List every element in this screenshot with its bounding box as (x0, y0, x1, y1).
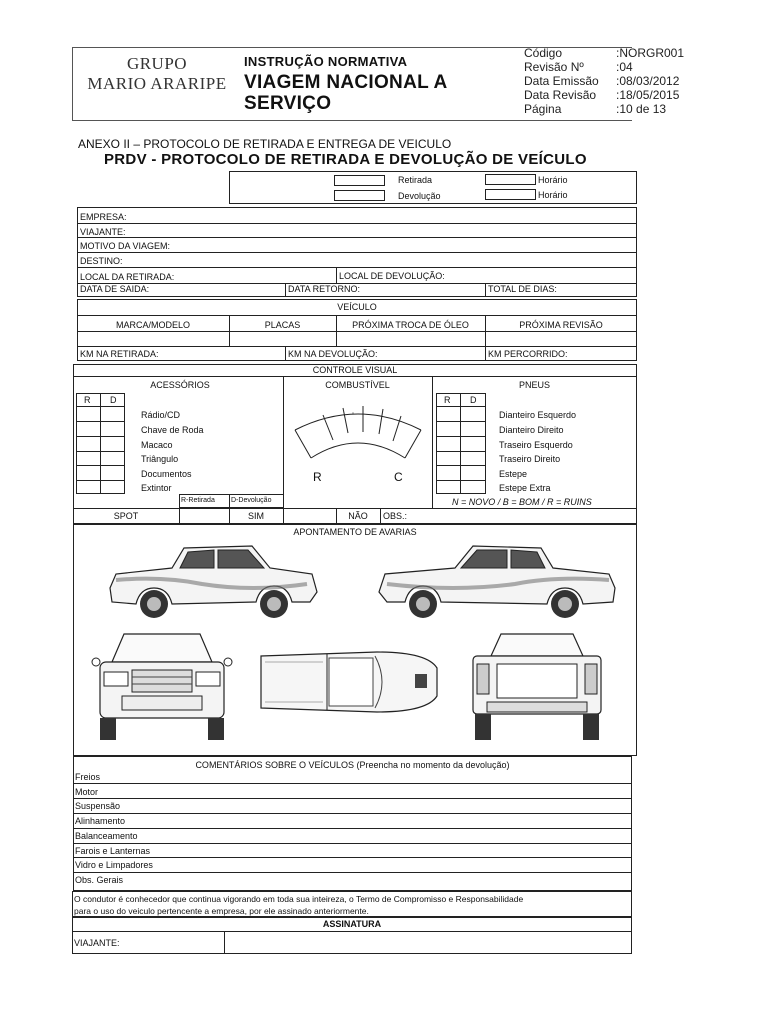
doc-title-line-2: SERVIÇO (244, 93, 332, 114)
accessory-item: Documentos (141, 469, 192, 479)
km-percorrido-field[interactable]: KM PERCORRIDO: (488, 349, 568, 359)
comment-motor[interactable]: Motor (75, 787, 99, 797)
km-retirada-field[interactable]: KM NA RETIRADA: (80, 349, 159, 359)
placas-header: PLACAS (264, 320, 301, 330)
horario-devolucao-field[interactable] (485, 189, 536, 200)
truck-front-view-icon[interactable] (92, 630, 232, 742)
brand-line-1: GRUPO (126, 54, 188, 73)
truck-top-view-icon[interactable] (257, 648, 441, 716)
brand-line-2: MARIO ARARIPE (87, 74, 227, 93)
truck-left-side-icon[interactable] (102, 540, 322, 620)
truck-rear-view-icon[interactable] (467, 630, 607, 742)
accessories-title: ACESSÓRIOS (150, 380, 210, 390)
meta-label: Revisão Nº (524, 60, 584, 74)
visual-control-title: CONTROLE VISUAL (312, 365, 398, 375)
comment-freios[interactable]: Freios (75, 772, 101, 782)
meta-value: :18/05/2015 (616, 88, 680, 102)
data-retorno-field[interactable]: DATA RETORNO: (288, 284, 361, 294)
tire-r-header: R (444, 395, 451, 405)
retirada-checkbox[interactable] (334, 175, 385, 186)
proxima-revisao-header: PRÓXIMA REVISÃO (519, 320, 603, 330)
total-dias-field[interactable]: TOTAL DE DIAS: (488, 284, 557, 294)
data-saida-field[interactable]: DATA DE SAIDA: (80, 284, 150, 294)
obs-field[interactable]: OBS.: (383, 511, 408, 521)
vehicle-title: VEÍCULO (337, 302, 377, 312)
accessory-item: Macaco (141, 440, 173, 450)
horario-label: Horário (538, 175, 568, 185)
nao-option[interactable]: NÃO (348, 511, 368, 521)
retirada-label: Retirada (398, 175, 433, 185)
viajante-field[interactable]: VIAJANTE: (80, 227, 126, 237)
tire-item: Dianteiro Esquerdo (499, 410, 577, 420)
accessory-d-header: D (110, 395, 117, 405)
annex-title: ANEXO II – PROTOCOLO DE RETIRADA E ENTREGA DE VEICULO (78, 137, 452, 151)
document-meta-values (616, 46, 684, 116)
local-devolucao-field[interactable]: LOCAL DE DEVOLUÇÃO: (339, 271, 445, 281)
empresa-field[interactable]: EMPRESA: (80, 212, 127, 222)
truck-right-side-icon[interactable] (375, 540, 623, 620)
tire-d-header: D (470, 395, 477, 405)
tire-item: Traseiro Esquerdo (499, 440, 573, 450)
devolucao-label: Devolução (398, 191, 441, 201)
damage-title: APONTAMENTO DE AVARIAS (293, 527, 417, 537)
comment-suspensao[interactable]: Suspensão (75, 801, 121, 811)
meta-value: :08/03/2012 (616, 74, 680, 88)
destino-field[interactable]: DESTINO: (80, 256, 123, 266)
fuel-gauge-icon (283, 393, 432, 503)
meta-label: Código (524, 46, 563, 60)
tires-checkgrid (436, 393, 486, 494)
devolucao-checkbox[interactable] (334, 190, 385, 201)
signature-viajante-label: VIAJANTE: (74, 938, 120, 948)
comment-vidros[interactable]: Vidro e Limpadores (75, 860, 153, 870)
disclaimer-line-2: para o uso do veiculo pertencente a empresa, por ele assinado anteriormente. (74, 906, 369, 916)
meta-value: :10 de 13 (616, 102, 667, 116)
signature-title: ASSINATURA (322, 919, 382, 929)
doc-type: INSTRUÇÃO NORMATIVA (244, 54, 408, 69)
comment-alinhamento[interactable]: Alinhamento (75, 816, 126, 826)
troca-oleo-header: PRÓXIMA TROCA DE ÓLEO (352, 320, 469, 330)
meta-label: Data Revisão (524, 88, 597, 102)
comment-balanceamento[interactable]: Balanceamento (75, 831, 138, 841)
comments-title: COMENTÁRIOS SOBRE O VEÍCULOS (Preencha no momento da devolução) (195, 760, 510, 770)
meta-label: Página (524, 102, 562, 116)
km-devolucao-field[interactable]: KM NA DEVOLUÇÃO: (288, 349, 378, 359)
legend-devolucao: D-Devolução (231, 497, 272, 504)
gauge-r-label: R (313, 470, 322, 484)
motivo-field[interactable]: MOTIVO DA VIAGEM: (80, 241, 171, 251)
local-retirada-field[interactable]: LOCAL DA RETIRADA: (80, 272, 175, 282)
marca-modelo-header: MARCA/MODELO (115, 320, 190, 330)
comment-farois[interactable]: Farois e Lanternas (75, 846, 151, 856)
accessory-item: Rádio/CD (141, 410, 181, 420)
accessory-r-header: R (84, 395, 91, 405)
tire-item: Dianteiro Direito (499, 425, 564, 435)
doc-title-line-1: VIAGEM NACIONAL A (244, 72, 448, 93)
accessory-item: Extintor (141, 483, 172, 493)
sim-option[interactable]: SIM (247, 511, 264, 521)
gauge-c-label: C (394, 470, 403, 484)
comment-obs-gerais[interactable]: Obs. Gerais (75, 875, 124, 885)
tire-item: Estepe (499, 469, 528, 479)
form-title: PRDV - PROTOCOLO DE RETIRADA E DEVOLUÇÃO DE VEÍCULO (104, 151, 587, 168)
meta-value: :04 (616, 60, 633, 74)
spot-label: SPOT (113, 511, 139, 521)
meta-label: Data Emissão (524, 74, 599, 88)
meta-value: :NORGR001 (616, 46, 685, 60)
tire-item: Traseiro Direito (499, 454, 561, 464)
tire-legend: N = NOVO / B = BOM / R = RUINS (452, 497, 592, 507)
accessory-item: Triângulo (141, 454, 179, 464)
horario-label: Horário (538, 190, 568, 200)
disclaimer-line-1: O condutor é conhecedor que continua vigorando em toda sua inteireza, o Termo de Compromisso e Responsabilidade (74, 894, 524, 904)
document-meta (524, 46, 599, 116)
fuel-title: COMBUSTÍVEL (325, 380, 390, 390)
horario-retirada-field[interactable] (485, 174, 536, 185)
tire-item: Estepe Extra (499, 483, 551, 493)
signature-field[interactable] (226, 933, 630, 952)
accessory-item: Chave de Roda (141, 425, 204, 435)
legend-retirada: R-Retirada (181, 497, 215, 504)
tires-title: PNEUS (518, 380, 550, 390)
